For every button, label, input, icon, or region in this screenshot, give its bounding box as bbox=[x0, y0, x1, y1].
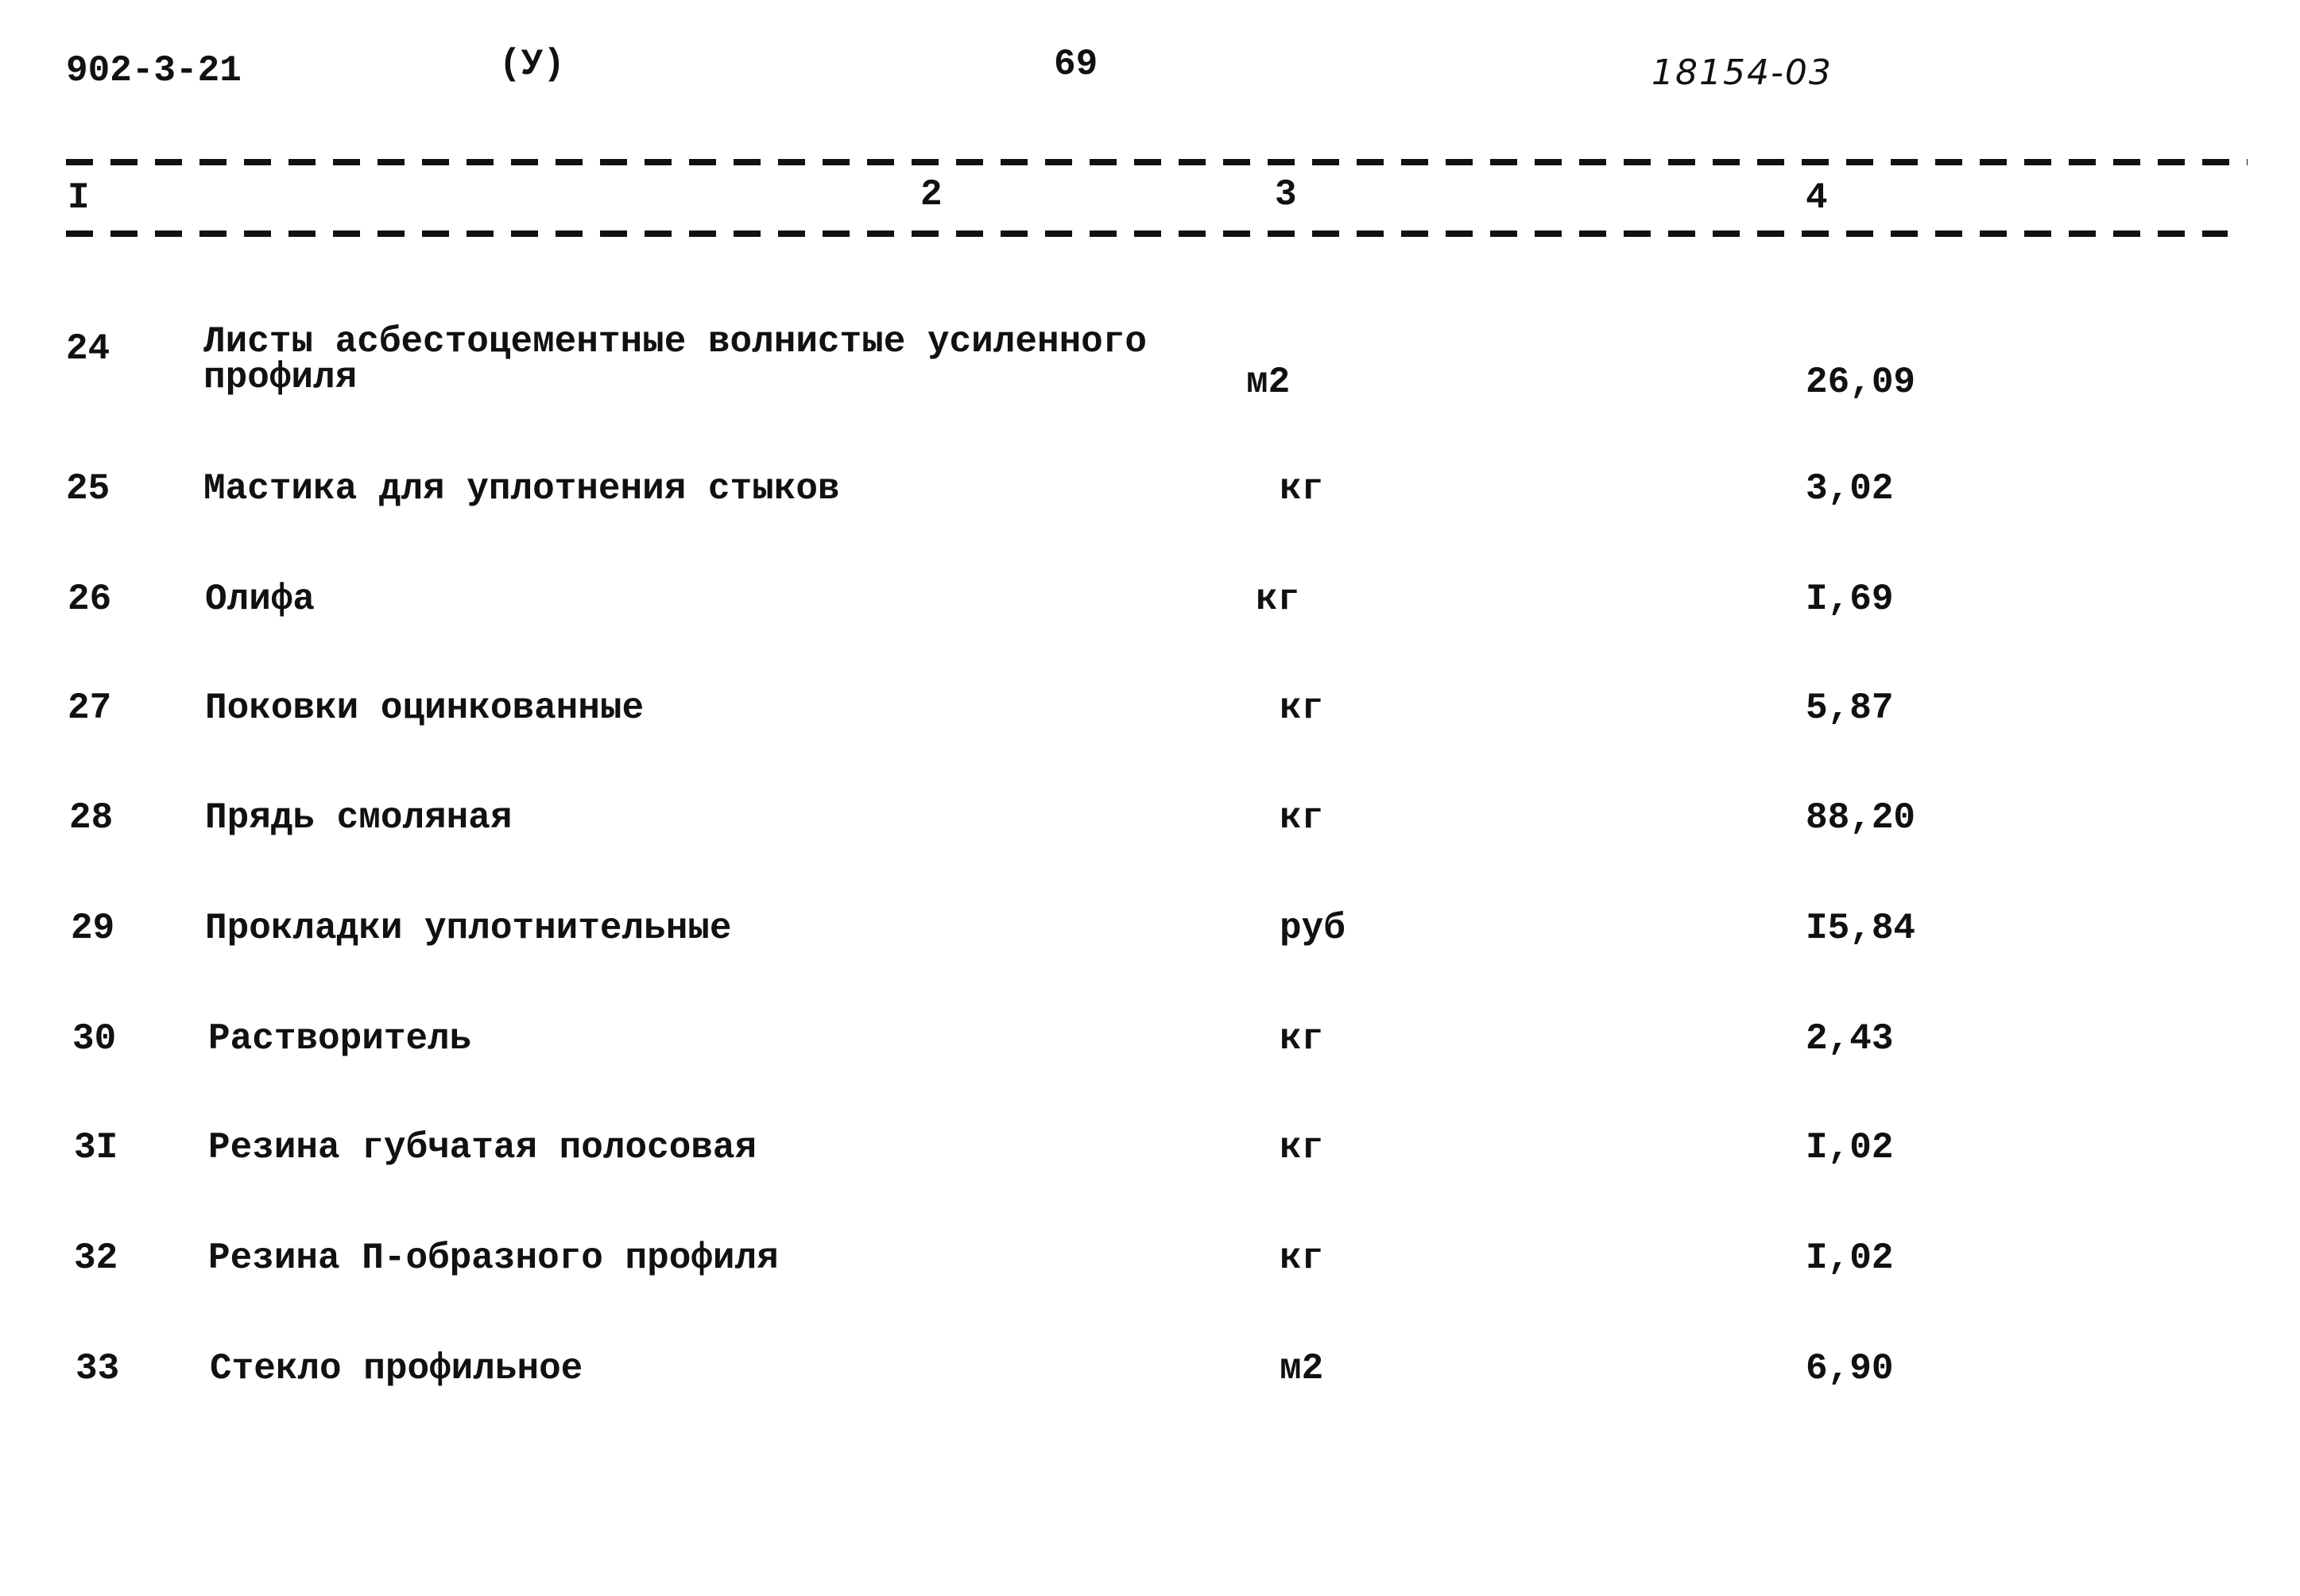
row-number: 24 bbox=[66, 328, 110, 370]
column-header-4: 4 bbox=[1806, 177, 1828, 219]
row-value: I5,84 bbox=[1806, 908, 1916, 949]
row-unit: кг bbox=[1280, 468, 1324, 509]
row-unit: кг bbox=[1280, 1127, 1324, 1168]
row-number: 32 bbox=[74, 1238, 118, 1279]
row-number: 29 bbox=[71, 908, 115, 949]
row-value: 26,09 bbox=[1806, 362, 1916, 403]
row-number: 33 bbox=[76, 1348, 120, 1389]
row-name: Прокладки уплотнительные bbox=[205, 908, 732, 949]
row-unit: кг bbox=[1256, 579, 1300, 620]
column-header-3: 3 bbox=[1275, 174, 1297, 215]
doc-code: 902-3-21 bbox=[66, 50, 242, 91]
row-name-line1: Листы асбестоцементные волнистые усиленного bbox=[203, 321, 1147, 362]
row-value: 2,43 bbox=[1806, 1018, 1894, 1059]
column-header-2: 2 bbox=[920, 174, 943, 215]
row-number: 27 bbox=[68, 688, 112, 729]
row-name: Мастика для уплотнения стыков bbox=[203, 468, 840, 509]
row-name: Резина губчатая полосовая bbox=[208, 1127, 757, 1168]
row-number: 26 bbox=[68, 579, 112, 620]
table-header-divider bbox=[66, 230, 2228, 237]
row-name: Олифа bbox=[205, 579, 316, 620]
row-value: 88,20 bbox=[1806, 797, 1916, 839]
row-name: Растворитель bbox=[208, 1018, 472, 1059]
column-header-1: I bbox=[68, 177, 90, 219]
row-value: I,02 bbox=[1806, 1238, 1894, 1279]
row-number: 25 bbox=[66, 468, 110, 509]
inventory-number: 18154-03 bbox=[1651, 52, 1833, 93]
row-unit: м2 bbox=[1246, 362, 1291, 403]
variant-label: (У) bbox=[499, 44, 565, 85]
row-unit: руб bbox=[1280, 908, 1346, 949]
row-name-line2: профиля bbox=[203, 357, 358, 399]
row-value: 3,02 bbox=[1806, 468, 1894, 509]
row-unit: кг bbox=[1280, 797, 1324, 839]
row-number: 28 bbox=[69, 797, 114, 839]
row-unit: кг bbox=[1280, 1018, 1324, 1059]
row-name bbox=[203, 321, 1147, 399]
page-number: 69 bbox=[1054, 44, 1098, 85]
row-number: 30 bbox=[72, 1018, 117, 1059]
row-value: 5,87 bbox=[1806, 688, 1894, 729]
row-unit: м2 bbox=[1280, 1348, 1324, 1389]
row-value: 6,90 bbox=[1806, 1348, 1894, 1389]
row-value: I,02 bbox=[1806, 1127, 1894, 1168]
row-name: Поковки оцинкованные bbox=[205, 688, 645, 729]
row-name: Резина П-образного профиля bbox=[208, 1238, 779, 1279]
row-value: I,69 bbox=[1806, 579, 1894, 620]
row-name: Стекло профильное bbox=[210, 1348, 583, 1389]
row-unit: кг bbox=[1280, 688, 1324, 729]
row-number: 3I bbox=[74, 1127, 118, 1168]
row-unit: кг bbox=[1280, 1238, 1324, 1279]
row-name: Прядь смоляная bbox=[205, 797, 513, 839]
table-top-divider bbox=[66, 159, 2248, 165]
